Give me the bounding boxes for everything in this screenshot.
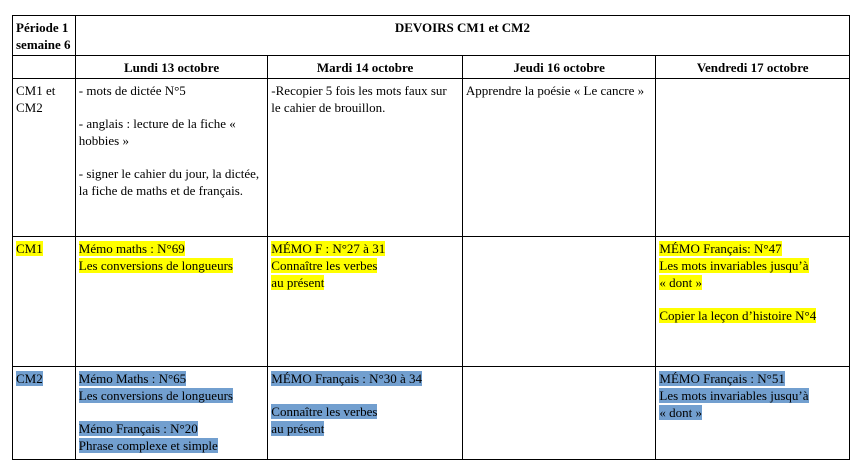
corner-empty-cell <box>13 56 76 79</box>
table-row <box>13 79 850 237</box>
task-text: - anglais : lecture de la fiche « hobbies » <box>78 116 236 148</box>
cell-cm1-jeudi <box>462 237 656 367</box>
cell-cm1-lundi <box>75 237 268 367</box>
task-text: Connaître les verbes <box>271 404 378 419</box>
cell-cm1-vendredi <box>656 237 850 367</box>
task-text: MÉMO Français : N°30 à 34 <box>271 371 423 386</box>
row-label-text: CM1 <box>16 241 43 256</box>
task-text: -Recopier 5 fois les mots faux sur le cahier de brouillon. <box>271 83 447 115</box>
task-text: - signer le cahier du jour, la dictée, la fiche de maths et de français. <box>78 166 260 198</box>
task-text: Les mots invariables jusqu’à <box>659 388 809 403</box>
period-line1: Période 1 <box>16 20 69 35</box>
row-label-line2: CM2 <box>16 100 43 115</box>
cell-cm2-jeudi <box>462 367 656 460</box>
cell-cm1cm2-jeudi <box>462 79 656 237</box>
table-row <box>13 367 850 460</box>
table-row <box>13 237 850 367</box>
cell-cm1cm2-mardi <box>268 79 463 237</box>
task-text: MÉMO Français: N°47 <box>659 241 782 256</box>
task-text: Connaître les verbes <box>271 258 378 273</box>
period-line2: semaine 6 <box>16 37 71 52</box>
row-label-cm2 <box>13 367 76 460</box>
homework-table <box>12 15 850 460</box>
task-text: Phrase complexe et simple <box>78 438 218 453</box>
cell-cm1cm2-lundi <box>75 79 268 237</box>
task-text: au présent <box>271 275 325 290</box>
cell-cm1cm2-vendredi <box>656 79 850 237</box>
row-label-cm1-cm2 <box>13 79 76 237</box>
task-text: « dont » <box>659 275 703 290</box>
task-text: Les mots invariables jusqu’à <box>659 258 809 273</box>
day-header-lundi: Lundi 13 octobre <box>75 56 268 79</box>
cell-cm2-vendredi <box>656 367 850 460</box>
task-text: Mémo Maths : N°65 <box>78 371 187 386</box>
day-header-vendredi: Vendredi 17 octobre <box>656 56 850 79</box>
task-text: Les conversions de longueurs <box>78 258 233 273</box>
day-header-jeudi: Jeudi 16 octobre <box>462 56 656 79</box>
row-label-cm1 <box>13 237 76 367</box>
task-text: Copier la leçon d’histoire N°4 <box>659 308 817 323</box>
task-text: Mémo maths : N°69 <box>78 241 185 256</box>
task-text: MÉMO F : N°27 à 31 <box>271 241 386 256</box>
row-label-line1: CM1 et <box>16 83 56 98</box>
cell-cm2-lundi <box>75 367 268 460</box>
row-label-text: CM2 <box>16 371 43 386</box>
cell-cm2-mardi <box>268 367 463 460</box>
period-cell <box>13 16 76 56</box>
cell-cm1-mardi <box>268 237 463 367</box>
task-text: Les conversions de longueurs <box>78 388 233 403</box>
day-header-mardi: Mardi 14 octobre <box>268 56 463 79</box>
page-title: DEVOIRS CM1 et CM2 <box>75 16 849 56</box>
task-text: « dont » <box>659 405 703 420</box>
task-text: - mots de dictée N°5 <box>78 83 186 98</box>
task-text: MÉMO Français : N°51 <box>659 371 785 386</box>
task-text: Apprendre la poésie « Le cancre » <box>465 83 645 98</box>
task-text: Mémo Français : N°20 <box>78 421 198 436</box>
task-text: au présent <box>271 421 325 436</box>
